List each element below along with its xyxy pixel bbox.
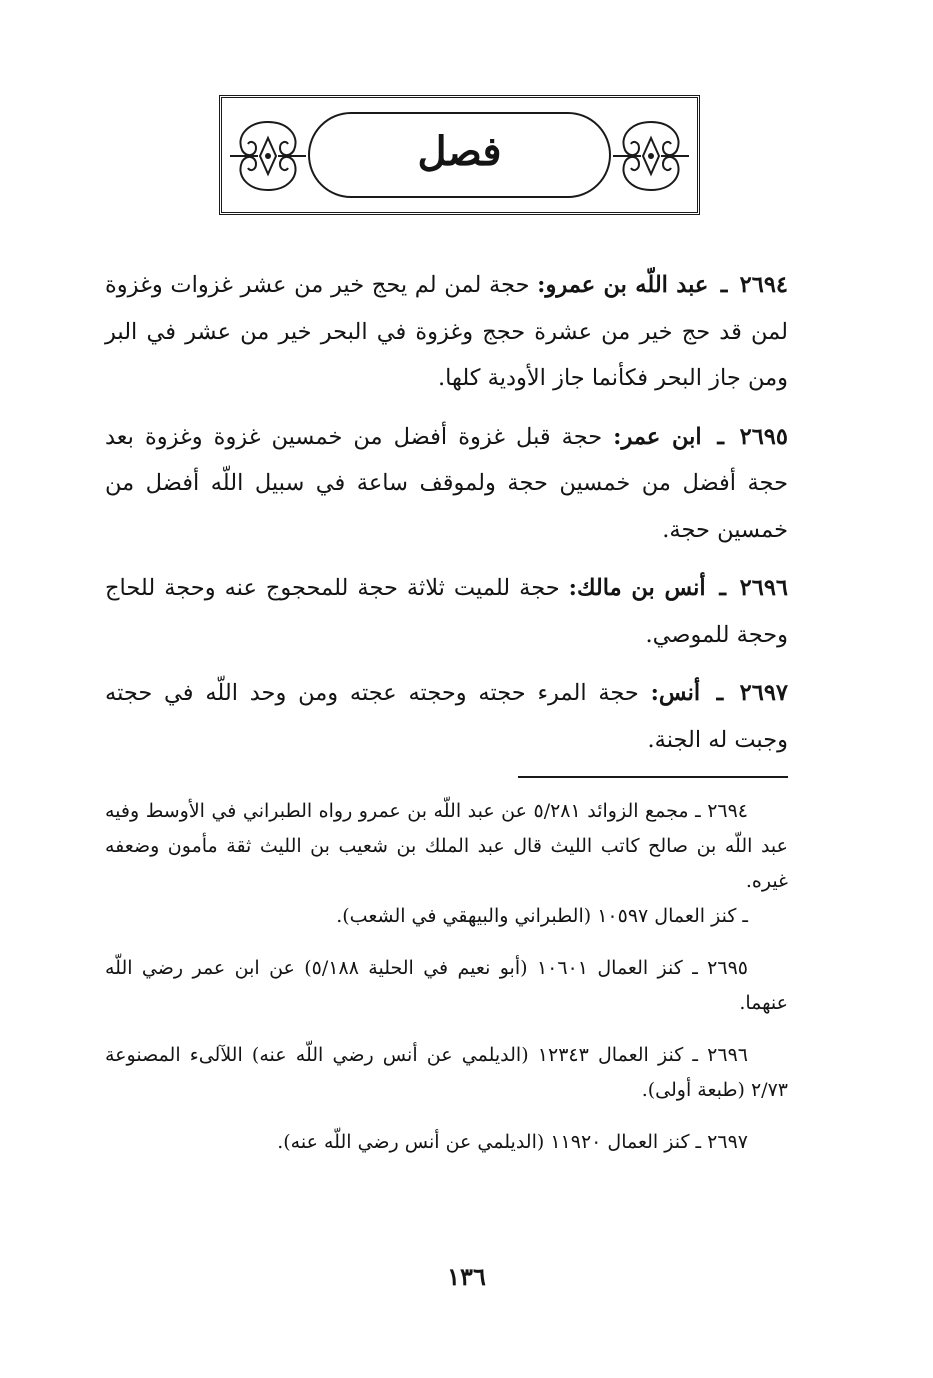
entry-text: حجة المرء حجته وحجته عجته ومن وحد اللّه في حجته وجبت له الجنة. <box>105 680 788 753</box>
footnotes <box>105 794 788 1177</box>
footnote-text: ٢٦٩٧ ـ كنز العمال ١١٩٢٠ (الديلمي عن أنس رضي اللّه عنه). <box>277 1131 748 1153</box>
hadith-entry <box>105 414 788 554</box>
entry-dash: ـ <box>709 575 736 601</box>
entry-number: ٢٦٩٥ <box>739 423 788 450</box>
footnote <box>105 951 788 1021</box>
entry-narrator: عبد اللّه بن عمرو: <box>537 272 709 298</box>
entry-dash: ـ <box>705 423 736 450</box>
entry-text: حجة للميت ثلاثة حجة للمحجوج عنه وحجة للحاج وحجة للموصي. <box>105 575 788 648</box>
entry-dash: ـ <box>712 272 736 298</box>
footnote-text: ٢٦٩٤ ـ مجمع الزوائد ٥/٢٨١ عن عبد اللّه بن عمرو رواه الطبراني في الأوسط وفيه عبد اللّه بن صالح كاتب الليث قال عبد الملك بن شعيب بن الليث ثقة مأمون وضعفه غيره. <box>105 800 788 892</box>
entry-number: ٢٦٩٤ <box>739 272 788 298</box>
footnote-extra: ـ كنز العمال ١٠٥٩٧ (الطبراني والبيهقي في الشعب). <box>336 905 748 927</box>
entry-narrator: ابن عمر: <box>613 423 702 450</box>
footnote-divider <box>518 776 788 778</box>
footnote <box>105 794 788 934</box>
entry-narrator: أنس بن مالك: <box>568 575 706 601</box>
entry-dash: ـ <box>704 680 736 706</box>
page-number: ١٣٦ <box>447 1262 486 1291</box>
hadith-entries <box>105 262 788 775</box>
footnote-text: ٢٦٩٥ ـ كنز العمال ١٠٦٠١ (أبو نعيم في الحلية ٥/١٨٨) عن ابن عمر رضي اللّه عنهما. <box>105 957 788 1014</box>
entry-text: حجة لمن لم يحج خير من عشر غزوات وغزوة لمن قد حج خير من عشرة حجج وغزوة في البحر خير من عشر في البر ومن جاز البحر فكأنما جاز الأودية كلها. <box>105 272 788 391</box>
entry-number: ٢٦٩٧ <box>739 680 788 706</box>
chapter-title: فصل <box>417 128 502 175</box>
hadith-entry <box>105 565 788 658</box>
entry-text: حجة قبل غزوة أفضل من خمسين غزوة وغزوة بعد حجة أفضل من خمسين حجة ولموقف ساعة في سبيل اللّه أفضل من خمسين حجة. <box>105 423 788 543</box>
footnote <box>105 1125 788 1160</box>
arabesque-ornament-icon <box>611 116 691 196</box>
entry-number: ٢٦٩٦ <box>739 575 788 601</box>
hadith-entry <box>105 670 788 763</box>
entry-narrator: أنس: <box>650 680 701 706</box>
footnote <box>105 1038 788 1108</box>
hadith-entry <box>105 262 788 402</box>
footnote-text: ٢٦٩٦ ـ كنز العمال ١٢٣٤٣ (الديلمي عن أنس رضي اللّه عنه) اللآلىء المصنوعة ٢/٧٣ (طبعة أولى). <box>105 1044 788 1101</box>
chapter-heading-frame <box>219 95 700 215</box>
